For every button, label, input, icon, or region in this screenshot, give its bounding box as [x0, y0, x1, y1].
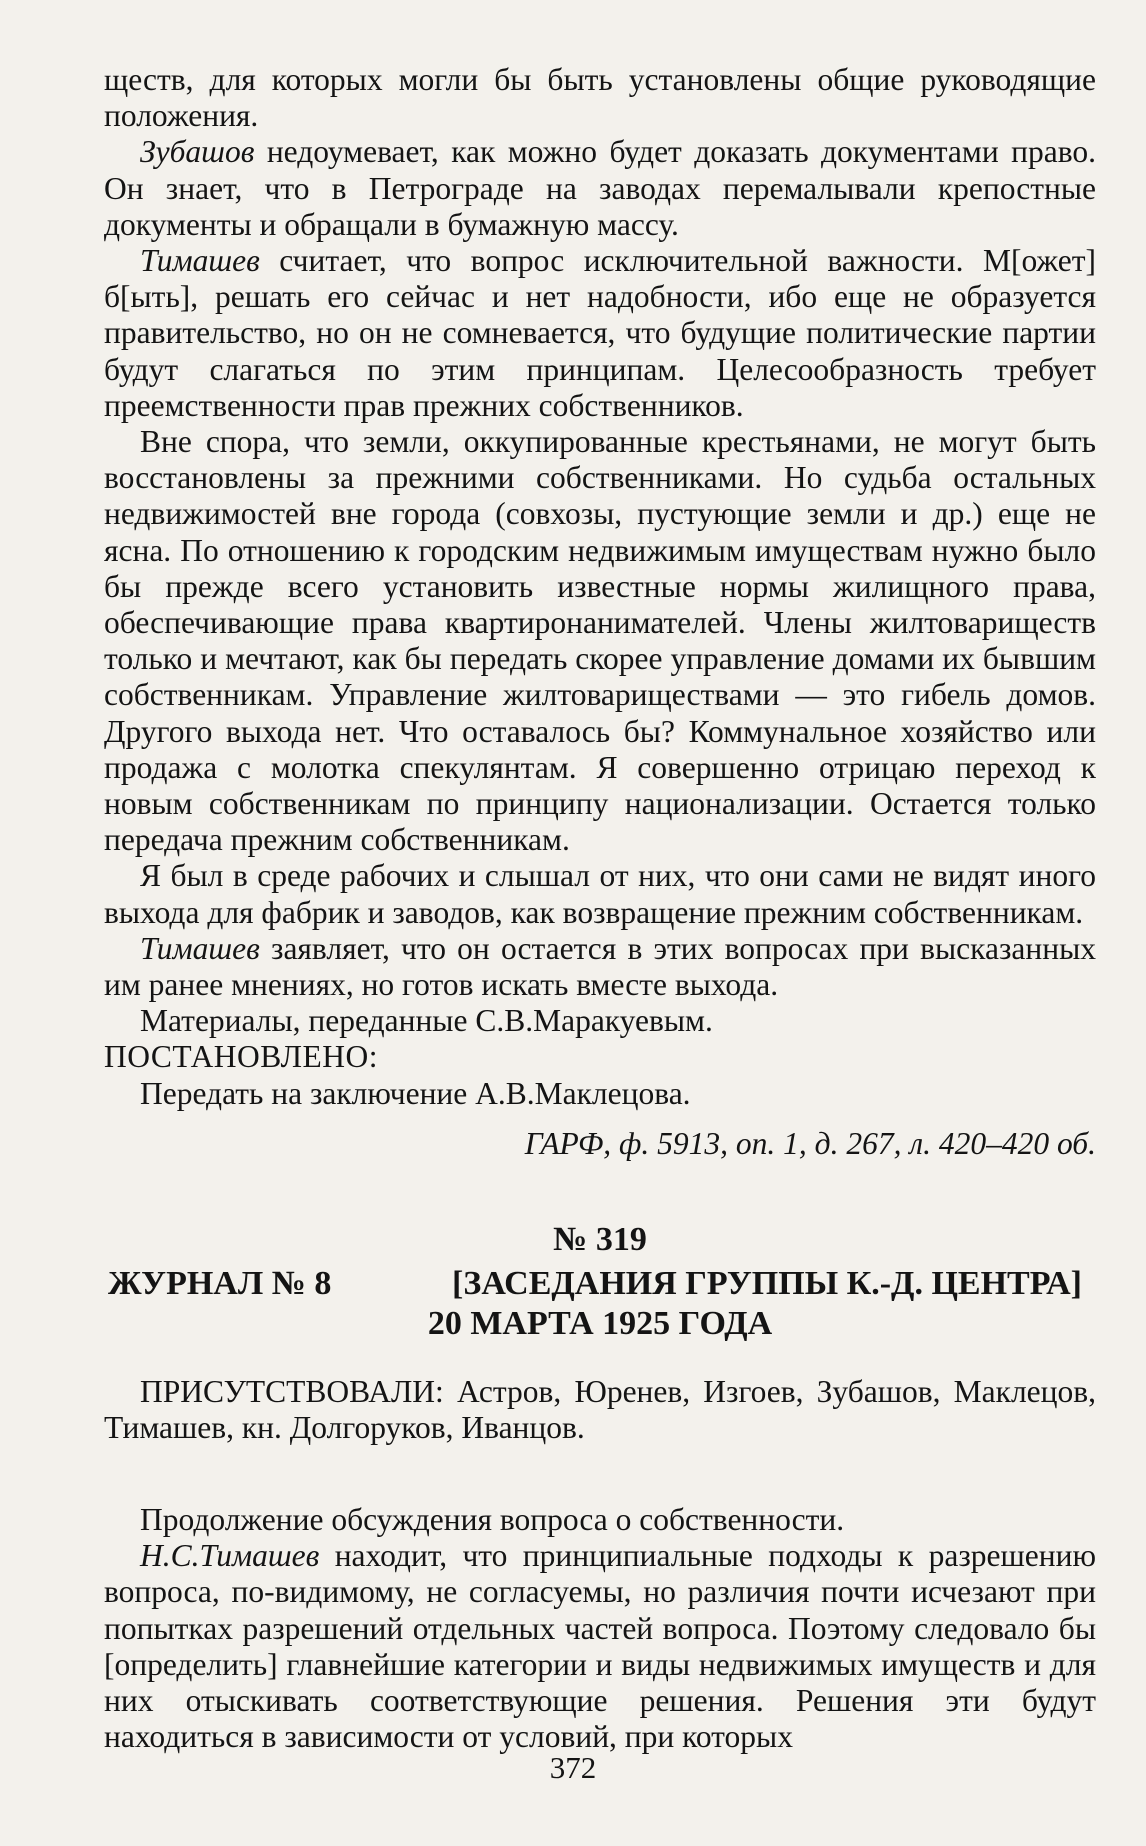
page-number: 372 — [549, 1750, 597, 1785]
paragraph-workers: Я был в среде рабочих и слышал от них, что они сами не видят иного выхода для фабрик и заводов, как возвращение прежним собственникам. — [104, 858, 1096, 930]
paragraph-timashev-3 — [104, 1538, 1096, 1755]
paragraph-timashev-2 — [104, 931, 1096, 1003]
paragraph-zubashov — [104, 134, 1096, 243]
paragraph-resolution: Передать на заключение А.В.Маклецова. — [140, 1075, 691, 1111]
speaker-name: Тимашев — [140, 930, 260, 966]
paragraph-timashev-1 — [104, 243, 1096, 424]
document-heading-line — [104, 1264, 1096, 1304]
heading-date: 20 МАРТА 1925 ГОДА — [427, 1305, 773, 1343]
paragraph-continuation-topic: Продолжение обсуждения вопроса о собственности. — [140, 1502, 845, 1537]
resolved-label: ПОСТАНОВЛЕНО: — [104, 1039, 378, 1075]
page-body — [104, 62, 1096, 1755]
paragraph-text: недоумевает, как можно будет доказать документами право. Он знает, что в Петрограде на заводах перемалывали крепостные документы и обращали в бумажную массу. — [104, 134, 1096, 242]
speaker-name: Зубашов — [140, 134, 255, 170]
attendees: ПРИСУТСТВОВАЛИ: Астров, Юренев, Изгоев, Зубашов, Маклецов, Тимашев, кн. Долгоруков, Иванцов. — [104, 1374, 1096, 1446]
paragraph-text: считает, что вопрос исключительной важности. М[ожет] б[ыть], решать его сейчас и нет надобности, ибо еще не образуется правительство, но он не сомневается, что будущие политические партии будут слагаться по этим принципам. Целесообразность требует преемственности прав прежних собственников. — [104, 243, 1096, 423]
heading-journal: ЖУРНАЛ № 8 — [108, 1265, 332, 1303]
speaker-name: Тимашев — [140, 243, 260, 279]
speaker-name: Н.С.Тимашев — [140, 1538, 320, 1574]
heading-group: [ЗАСЕДАНИЯ ГРУППЫ К.-Д. ЦЕНТРА] — [452, 1265, 1082, 1303]
paragraph-materials: Материалы, переданные С.В.Маракуевым. — [140, 1003, 713, 1039]
paragraph-land: Вне спора, что земли, оккупированные крестьянами, не могут быть восстановлены за прежними собственниками. Но судьба остальных недвижимостей вне города (совхозы, пустующие земли и др.) еще не ясна. По отношению к городским недвижимым имуществам нужно было бы прежде всего установить известные нормы жилищного права, обеспечивающие права квартиронанимателей. Члены жилтовариществ только и мечтают, как бы передать скорее управление домами их бывшим собственникам. Управление жилтовариществами — это гибель домов. Другого выхода нет. Что оставалось бы? Коммунальное хозяйство или продажа с молотка спекулянтам. Я совершенно отрицаю переход к новым собственникам по принципу национализации. Остается только передача прежним собственникам. — [104, 424, 1096, 858]
document-number: № 319 — [553, 1221, 647, 1259]
paragraph-text: заявляет, что он остается в этих вопросах при высказанных им ранее мнениях, но готов искать вместе выхода. — [104, 930, 1096, 1003]
paragraph-text: находит, что принципиальные подходы к разрешению вопроса, по-видимому, не согласуемы, но различия почти исчезают при попытках разрешений отдельных частей вопроса. Поэтому следовало бы [определить] главнейшие категории и виды недвижимых имуществ и для них отыскивать соответствующие решения. Решения эти будут находиться в зависимости от условий, при которых — [104, 1538, 1096, 1755]
archive-source: ГАРФ, ф. 5913, оп. 1, д. 267, л. 420–420 об. — [524, 1125, 1096, 1161]
paragraph-continuation: ществ, для которых могли бы быть установлены общие руководящие положения. — [104, 62, 1096, 134]
